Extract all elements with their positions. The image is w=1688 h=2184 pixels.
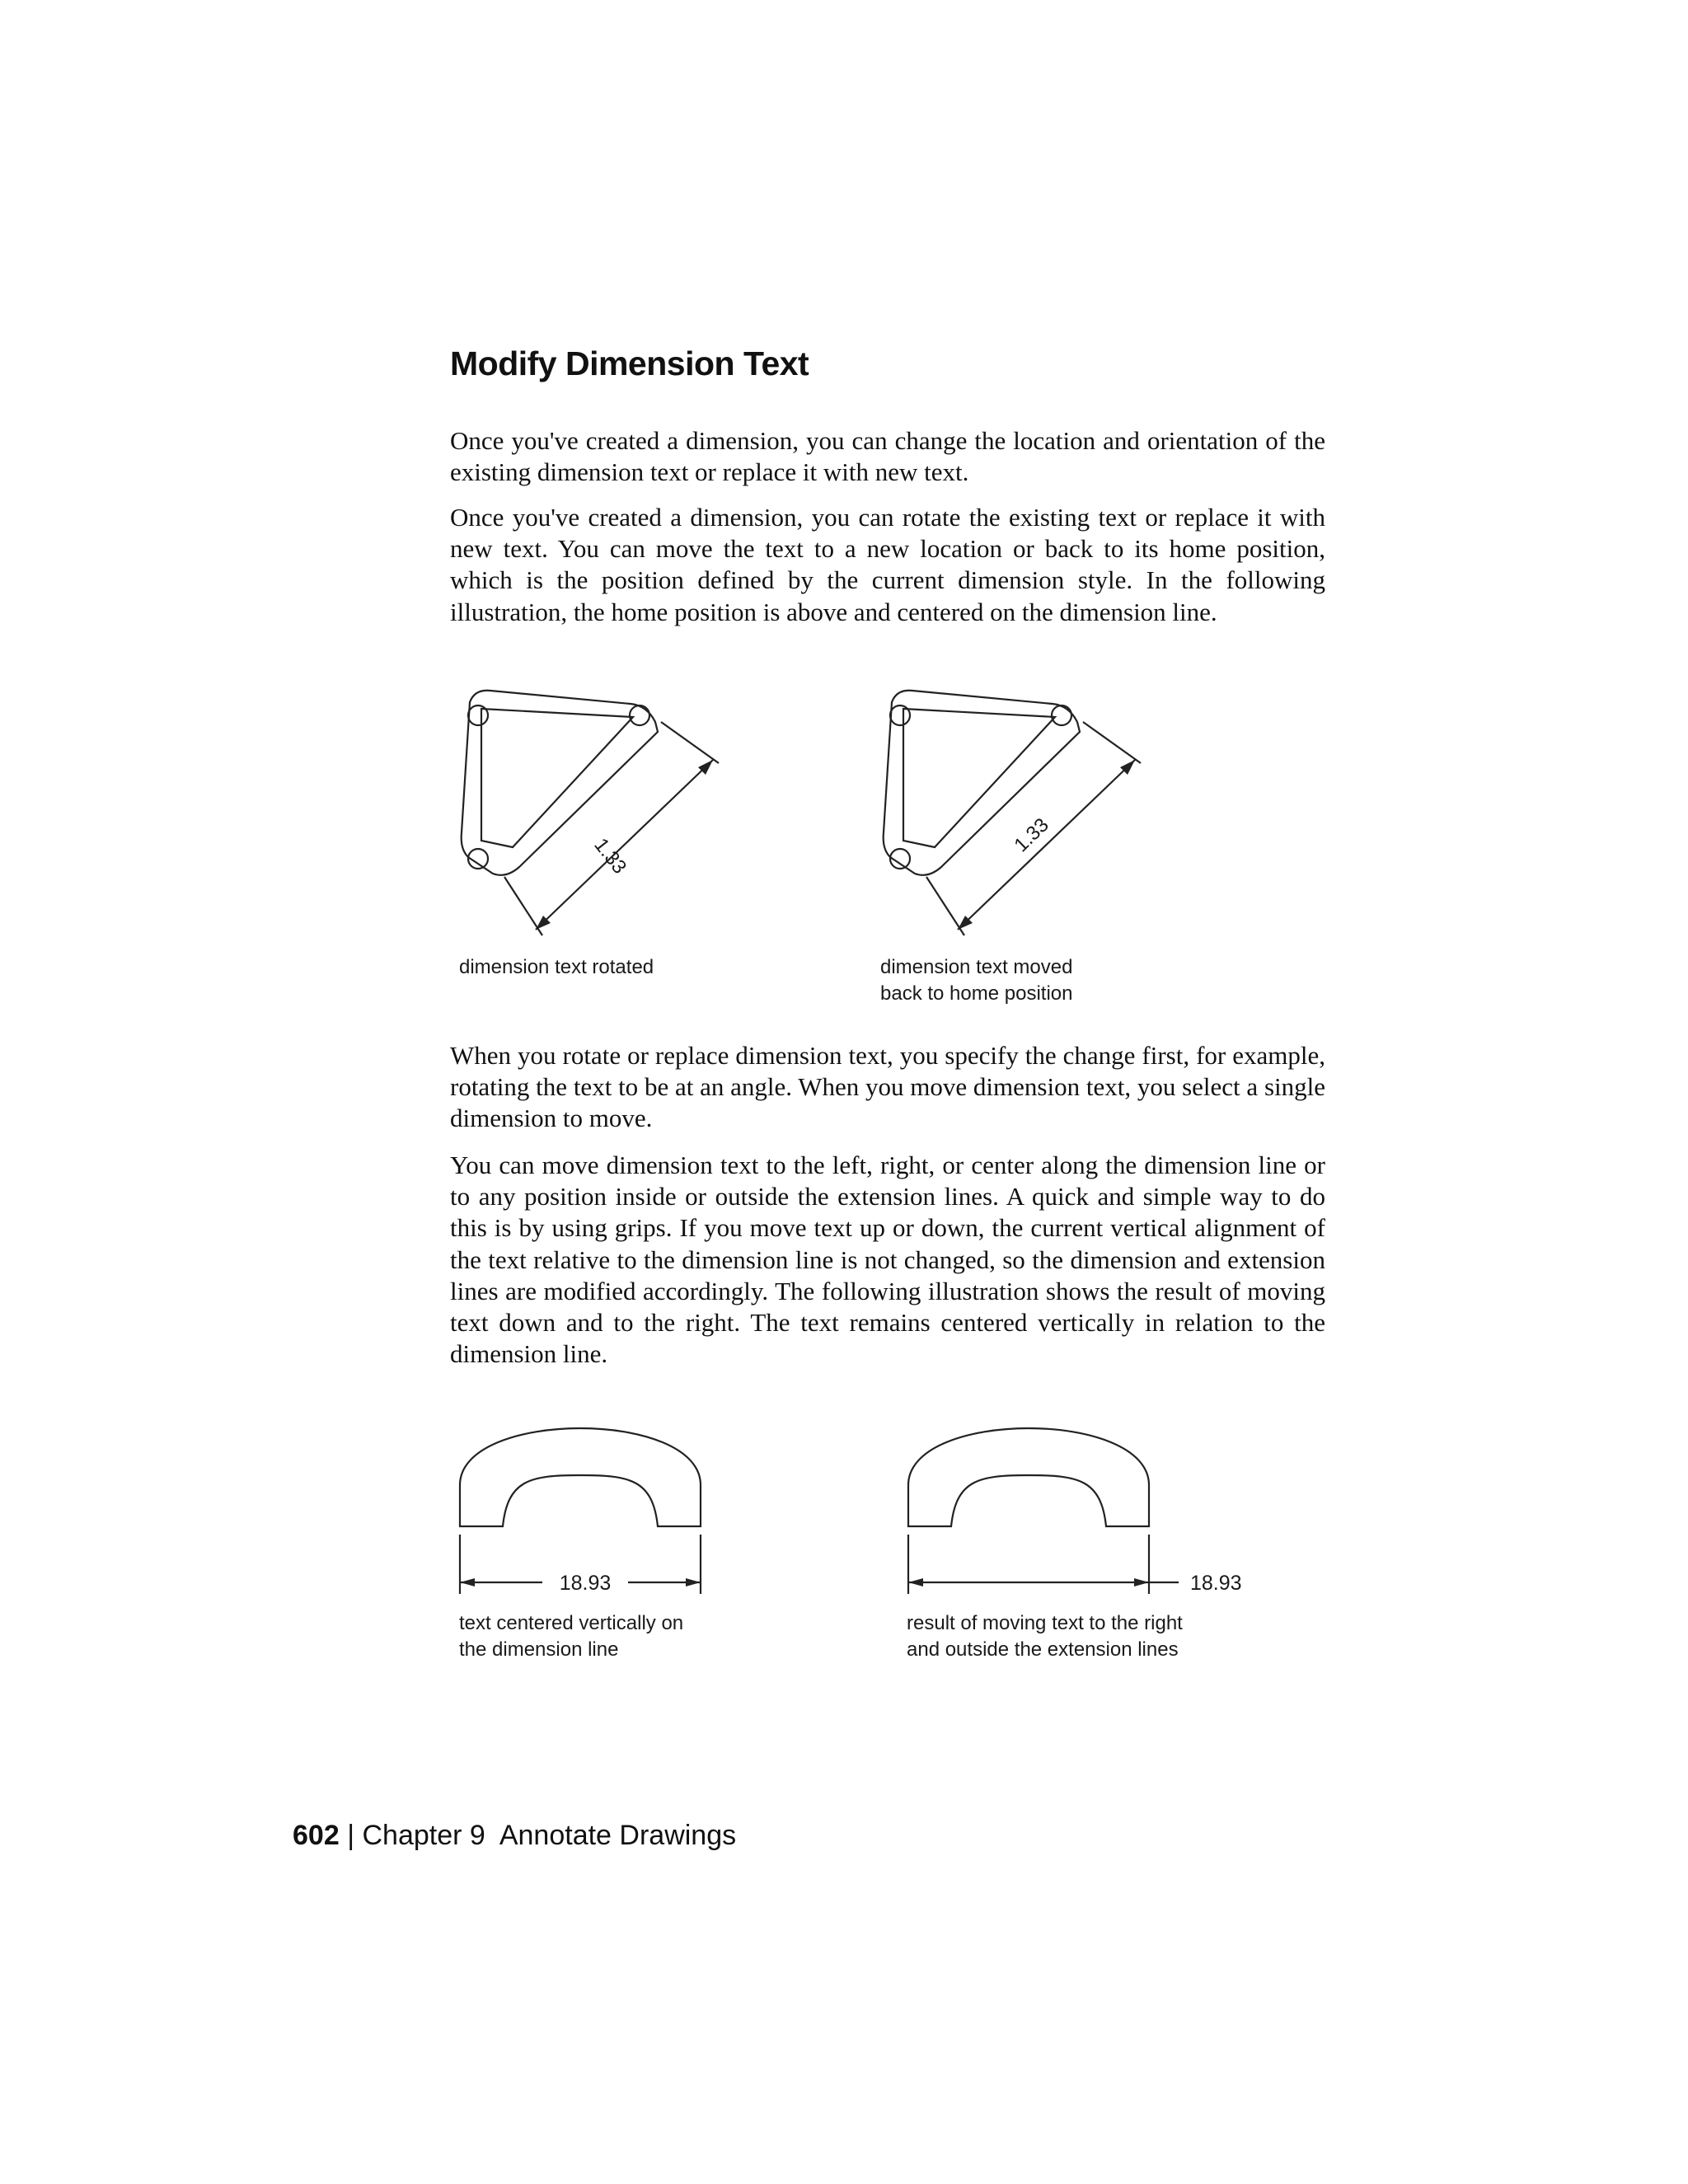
arrowhead-right bbox=[686, 1578, 701, 1586]
paragraph-rotate: Once you've created a dimension, you can rotate the existing text or replace it with new text. You can move the text to a new location or back to its home position, which is the position defined by the current dimension style. In the following illustration, the home position is above and centered on the dimension line. bbox=[450, 503, 1325, 626]
arrowhead-left bbox=[908, 1578, 923, 1586]
bracket-outline bbox=[884, 691, 1080, 875]
figure-rotated-text bbox=[453, 684, 734, 956]
figure-home-position bbox=[875, 684, 1156, 956]
bolt-hole-top-right bbox=[1052, 705, 1071, 725]
figure-text-centered bbox=[453, 1393, 725, 1607]
paragraph-intro: Once you've created a dimension, you can change the location and orientation of the existing dimension text or replace it with new text. bbox=[450, 426, 1325, 487]
bolt-hole-top-right bbox=[630, 705, 649, 725]
caption-home-position: dimension text moved back to home position bbox=[880, 956, 1073, 1005]
chapter-label: Chapter 9 bbox=[362, 1820, 485, 1851]
paragraph-move: You can move dimension text to the left, right, or center along the dimension line or to any position inside or outside the extension lines. A quick and simple way to do this is by using grips. If you move text up or down, the current vertical alignment of the text relative to the dimension line is not changed, so the dimension and extension lines are modified accordingly. The following illustration shows the result of moving text down and to the right. The text remains centered vertically in relation to the dimension line. bbox=[450, 1151, 1325, 1369]
extension-line-bottom bbox=[926, 877, 964, 935]
arrowhead-right bbox=[1134, 1578, 1149, 1586]
dimension-text-home: 1.33 bbox=[1010, 813, 1053, 857]
extension-line-top bbox=[661, 722, 719, 763]
figure-text-outside bbox=[902, 1393, 1256, 1607]
caption-rotated: dimension text rotated bbox=[459, 956, 654, 978]
dimension-line bbox=[536, 760, 713, 930]
bolt-hole-top-left bbox=[468, 705, 488, 725]
dimension-text-outside: 18.93 bbox=[1190, 1572, 1242, 1595]
arch-outline bbox=[460, 1428, 701, 1526]
page-number: 602 bbox=[293, 1820, 340, 1851]
bracket-outline bbox=[462, 691, 658, 875]
dimension-text-centered: 18.93 bbox=[559, 1572, 612, 1595]
chapter-title: Annotate Drawings bbox=[499, 1820, 737, 1851]
page-footer bbox=[293, 1820, 736, 1852]
caption-text-centered: text centered vertically on the dimension line bbox=[459, 1612, 684, 1661]
extension-line-bottom bbox=[504, 877, 542, 935]
paragraph-replace: When you rotate or replace dimension text, you specify the change first, for example, rotating the text to be at an angle. When you move dimension text, you select a single dimension to move. bbox=[450, 1041, 1325, 1133]
dimension-text-rotated: 1.33 bbox=[589, 834, 631, 879]
footer-separator: | bbox=[347, 1820, 355, 1851]
caption-text-outside: result of moving text to the right and outside the extension lines bbox=[907, 1612, 1183, 1661]
dimension-line bbox=[958, 760, 1135, 930]
section-heading: Modify Dimension Text bbox=[450, 344, 809, 382]
arch-outline bbox=[908, 1428, 1149, 1526]
arrowhead-left bbox=[460, 1578, 475, 1586]
extension-line-top bbox=[1083, 722, 1141, 763]
bolt-hole-top-left bbox=[890, 705, 910, 725]
